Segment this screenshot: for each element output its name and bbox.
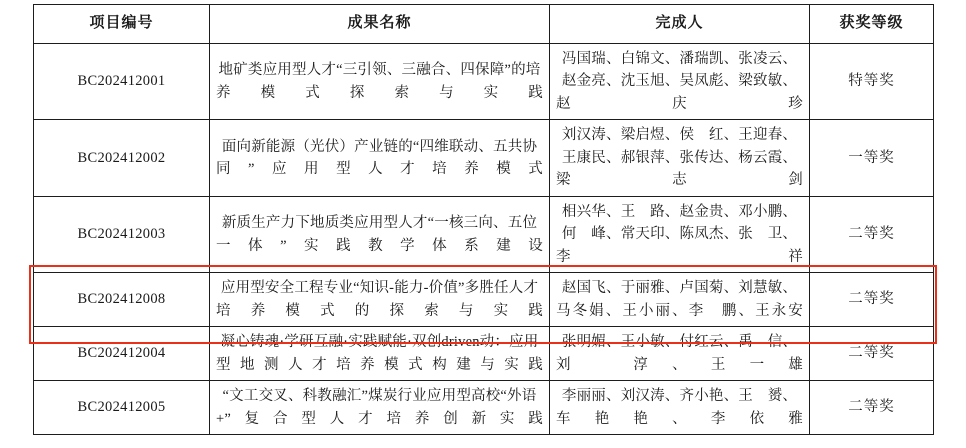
table-row [34,196,934,272]
table-row [34,120,934,196]
column-header-achievement-name: 成果名称 [210,5,550,44]
cell-project-id: BC202412008 [34,273,210,327]
award-results-table [33,4,934,435]
cell-contributors: 冯国瑞、白锦文、潘瑞凯、张凌云、赵金亮、沈玉旭、吴凤彪、梁致敏、赵庆珍 [550,44,810,120]
table-row [34,381,934,435]
column-header-project-id: 项目编号 [34,5,210,44]
cell-achievement-name: “文工交叉、科教融汇”煤炭行业应用型高校“外语+”复合型人才培养创新实践 [210,381,550,435]
table-header-row [34,5,934,44]
document-page [0,4,966,448]
cell-achievement-name: 应用型安全工程专业“知识-能力-价值”多胜任人才培养模式的探索与实践 [210,273,550,327]
cell-project-id: BC202412003 [34,196,210,272]
table-row [34,44,934,120]
cell-award-level: 一等奖 [810,120,934,196]
cell-project-id: BC202412004 [34,327,210,381]
cell-achievement-name: 新质生产力下地质类应用型人才“一核三向、五位一体”实践教学体系建设 [210,196,550,272]
cell-contributors: 刘汉涛、梁启煜、侯 红、王迎春、王康民、郝银萍、张传达、杨云霞、梁志剑 [550,120,810,196]
cell-project-id: BC202412005 [34,381,210,435]
cell-award-level: 二等奖 [810,327,934,381]
cell-project-id: BC202412002 [34,120,210,196]
cell-award-level: 二等奖 [810,273,934,327]
table-body [34,44,934,435]
cell-award-level: 二等奖 [810,381,934,435]
cell-project-id: BC202412001 [34,44,210,120]
cell-contributors: 赵国飞、于丽雅、卢国菊、刘慧敏、马冬娟、王小丽、李 鹏、王永安 [550,273,810,327]
cell-achievement-name: 凝心铸魂·学研互融·实践赋能·双创driven动：应用型地测人才培养模式构建与实践 [210,327,550,381]
cell-contributors: 张明媚、王小敏、付红云、禹 信、刘 淳、王一雄 [550,327,810,381]
cell-achievement-name: 面向新能源（光伏）产业链的“四维联动、五共协同”应用型人才培养模式 [210,120,550,196]
cell-contributors: 相兴华、王 路、赵金贵、邓小鹏、何 峰、常天印、陈凤杰、张 卫、李 祥 [550,196,810,272]
column-header-contributors: 完成人 [550,5,810,44]
cell-award-level: 二等奖 [810,196,934,272]
column-header-award-level: 获奖等级 [810,5,934,44]
table-row [34,327,934,381]
cell-achievement-name: 地矿类应用型人才“三引领、三融合、四保障”的培养模式探索与实践 [210,44,550,120]
cell-contributors: 李丽丽、刘汉涛、齐小艳、王 赟、车艳艳、李依雅 [550,381,810,435]
table-header [34,5,934,44]
table-row-highlighted [34,273,934,327]
cell-award-level: 特等奖 [810,44,934,120]
